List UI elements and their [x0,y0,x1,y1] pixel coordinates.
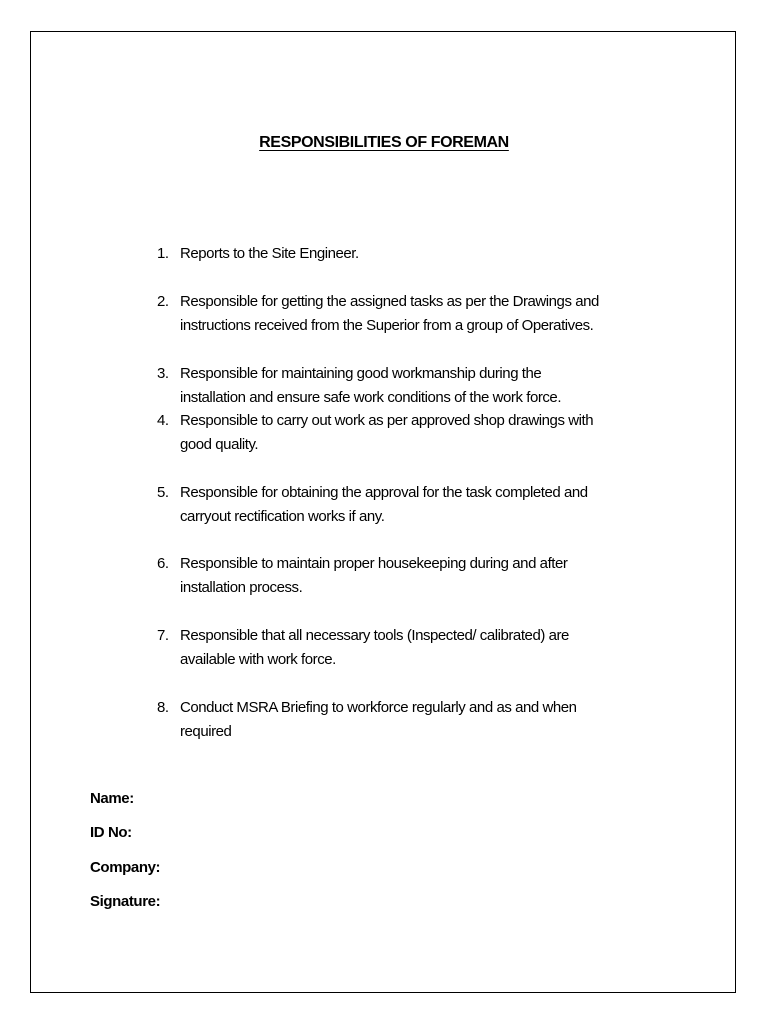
item-text-line1: Responsible to maintain proper housekeeping during and after [180,555,568,572]
item-number: 1. [157,245,169,262]
list-item-2 [157,290,677,338]
list-item-7 [157,624,677,672]
item-text-line1: Responsible for obtaining the approval for the task completed and [180,484,588,501]
item-number: 6. [157,555,169,572]
page-title-text: RESPONSIBILITIES OF FOREMAN [259,134,509,151]
item-text-line1: Reports to the Site Engineer. [180,245,359,262]
list-item-6 [157,552,677,600]
item-text-line2: installation process. [180,579,303,596]
name-label: Name: [90,790,134,807]
id-number-label: ID No: [90,824,132,841]
company-label: Company: [90,859,161,876]
list-item-8 [157,696,677,744]
item-number: 4. [157,412,169,429]
item-number: 7. [157,627,169,644]
item-text-line1: Conduct MSRA Briefing to workforce regularly and as and when [180,699,577,716]
item-number: 8. [157,699,169,716]
item-text-line1: Responsible for getting the assigned tasks as per the Drawings and [180,293,599,310]
item-text-line2: carryout rectification works if any. [180,508,385,525]
list-item-5 [157,481,677,529]
list-item-1 [157,242,677,266]
item-number: 2. [157,293,169,310]
item-text-line1: Responsible that all necessary tools (Inspected/ calibrated) are [180,627,569,644]
page-title [0,133,768,153]
item-text-line2: instructions received from the Superior from a group of Operatives. [180,317,594,334]
item-text-line2: required [180,723,232,740]
item-text-line2: installation and ensure safe work conditions of the work force. [180,389,562,406]
item-text-line1: Responsible for maintaining good workmanship during the [180,365,542,382]
item-number: 5. [157,484,169,501]
list-item-3 [157,362,677,410]
item-text-line2: available with work force. [180,651,336,668]
item-number: 3. [157,365,169,382]
signature-label: Signature: [90,893,161,910]
item-text-line1: Responsible to carry out work as per approved shop drawings with [180,412,594,429]
item-text-line2: good quality. [180,436,259,453]
list-item-4 [157,409,677,457]
